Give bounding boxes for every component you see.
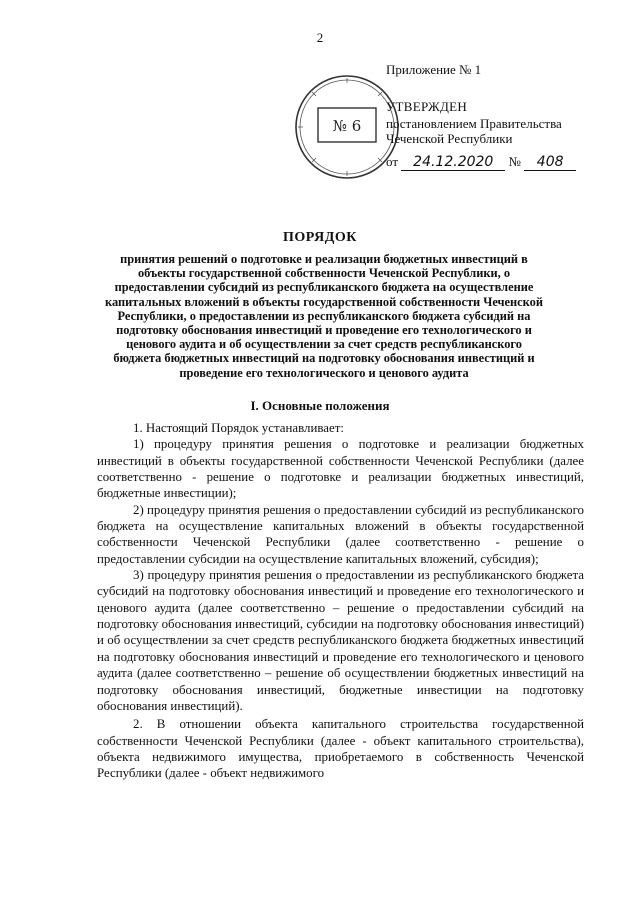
paragraph: 2. В отношении объекта капитального строительства государственной собственности Чеченской Республики (далее - объект капитального строительства), объекта недвижимого имущества, приобретаемого в собственность Чеченской Республики (далее - объект недвижимого: [97, 717, 584, 781]
section-title: I. Основные положения: [250, 398, 390, 413]
approval-line-1: постановлением Правительства: [386, 116, 562, 131]
handwritten-number: 408: [524, 155, 576, 171]
document-title: ПОРЯДОК: [283, 230, 357, 245]
paragraph: 3) процедуру принятия решения о предоставлении из республиканского бюджета субсидий на подготовку обоснования инвестиций и проведение его технологического и ценового аудита (далее соответственно – решение о предоставлении субсидий на подготовку обоснования инвестиций, субсидии на подготовку обоснования инвестиций) и об осуществлении за счет средств республиканского бюджета бюджетных инвестиций на подготовку обоснования инвестиций и проведение его технологического и ценового аудита (далее соответственно – решение об осуществлении бюджетных инвестиций на подготовку обоснования инвестиций, бюджетные инвестиции на подготовку обоснования инвестиций).: [97, 568, 584, 713]
approval-date-line: [386, 154, 576, 171]
paragraph: 1) процедуру принятия решения о подготовке и реализации бюджетных инвестиций в объекты государственной собственности Чеченской Республики (далее соответственно - решение о подготовке и реализации бюджетных инвестиций, бюджетные инвестиции);: [97, 437, 584, 501]
stamp-number: № 6: [332, 117, 362, 135]
page-number: 2: [316, 30, 324, 45]
approved-label: УТВЕРЖДЕН: [386, 99, 468, 114]
number-prefix: №: [508, 154, 521, 169]
paragraph: 1. Настоящий Порядок устанавливает:: [133, 421, 344, 435]
document-body: [97, 420, 584, 782]
document-subtitle: принятия решений о подготовке и реализации бюджетных инвестиций в объекты государственной собственности Чеченской Республики, о предоставлении субсидий из республиканского бюджета на осуществление капитальных вложений в объекты государственной собственности Чеченской Республики, о предоставлении из республиканского бюджета субсидий на подготовку обоснования инвестиций и проведение его технологического и ценового аудита и об осуществлении за счет средств республиканского бюджета бюджетных инвестиций на подготовку обоснования инвестиций и проведение его технологического и ценового аудита: [105, 252, 543, 380]
appendix-label: Приложение № 1: [386, 62, 482, 77]
paragraph: 2) процедуру принятия решения о предоставлении субсидий из республиканского бюджета на осуществление капитальных вложений в объекты государственной собственности Чеченской Республики (далее соответственно - решение о предоставлении субсидии на осуществление капитальных вложений, субсидия);: [97, 502, 584, 566]
date-prefix: от: [386, 154, 399, 169]
approval-line-2: Чеченской Республики: [386, 131, 513, 146]
handwritten-date: 24.12.2020: [401, 155, 505, 171]
